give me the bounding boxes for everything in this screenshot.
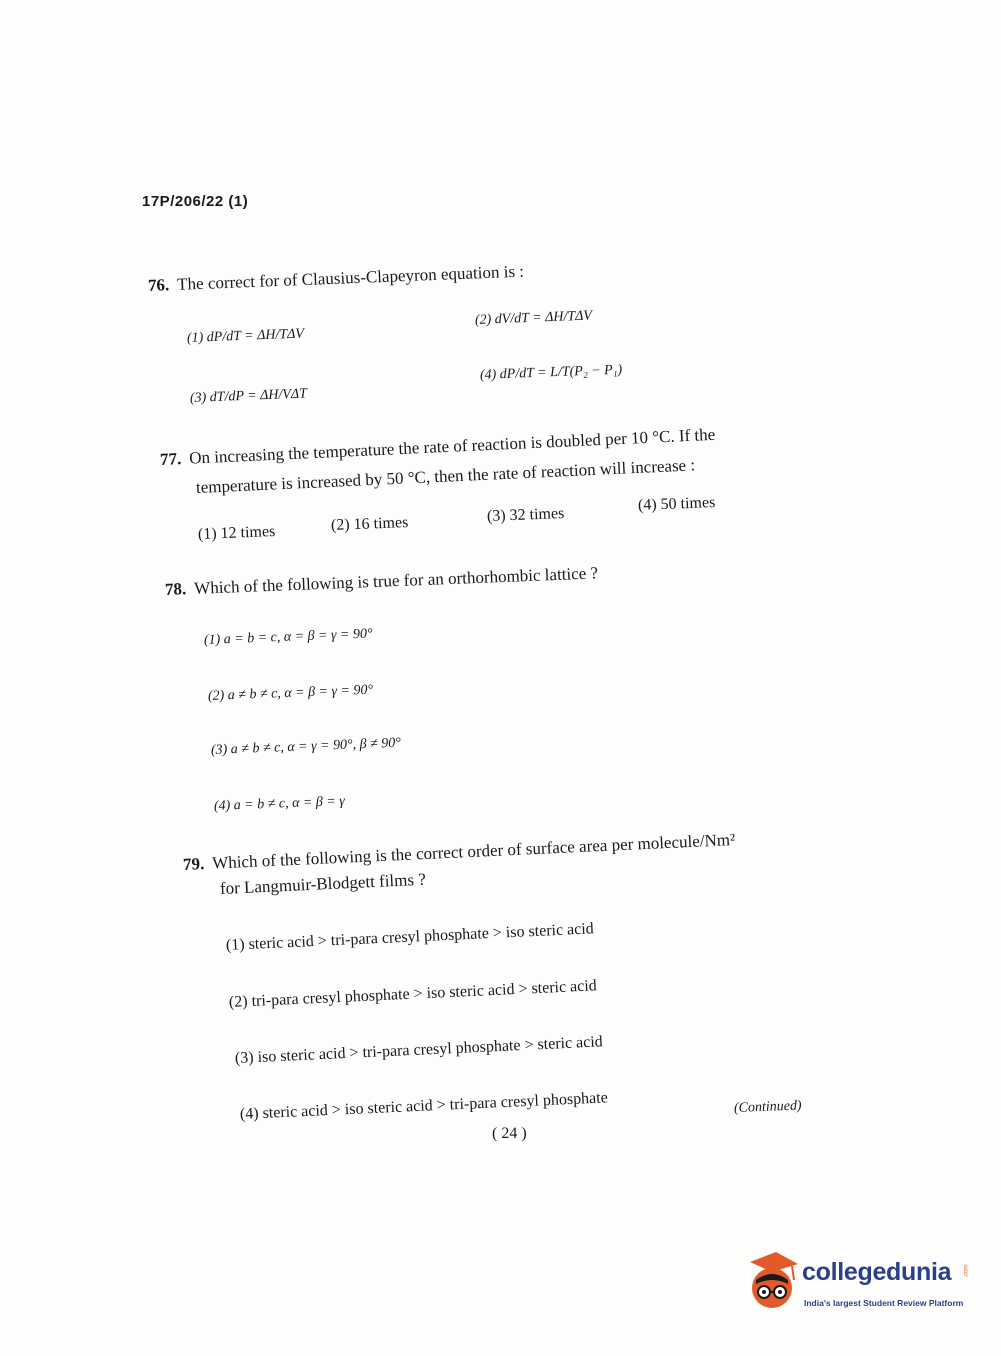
question-number: 79.: [182, 854, 205, 874]
option-78-1: (1) a = b = c, α = β = γ = 90°: [203, 626, 373, 648]
question-text: The correct for of Clausius-Clapeyron equation is :: [176, 261, 525, 294]
collegedunia-watermark: [742, 1250, 972, 1320]
option-77-1: (1) 12 times: [197, 523, 276, 543]
option-76-2: (2) dV/dT = ΔH/TΔV: [474, 308, 593, 328]
option-76-3: (3) dT/dP = ΔH/VΔT: [189, 386, 308, 406]
continued-label: (Continued): [733, 1098, 802, 1116]
option-77-2: (2) 16 times: [330, 514, 409, 534]
option-79-4: (4) steric acid > iso steric acid > tri-para cresyl phosphate: [239, 1089, 609, 1123]
question-77-line2: temperature is increased by 50 °C, then the rate of reaction will increase :: [195, 455, 696, 497]
option-79-3: (3) iso steric acid > tri-para cresyl phosphate > steric acid: [234, 1033, 604, 1067]
brand-domain: .com: [963, 1264, 970, 1278]
option-76-1: (1) dP/dT = ΔH/TΔV: [186, 326, 305, 346]
question-text: On increasing the temperature the rate of reaction is doubled per 10 °C. If the: [188, 424, 716, 468]
option-79-1: (1) steric acid > tri-para cresyl phosphate > iso steric acid: [225, 920, 595, 954]
option-77-4: (4) 50 times: [637, 494, 716, 514]
question-text: Which of the following is true for an orthorhombic lattice ?: [193, 563, 599, 598]
question-text: Which of the following is the correct order of surface area per molecule/Nm²: [211, 829, 736, 873]
option-76-4: (4) dP/dT = L/T(P₂ − P₁): [479, 362, 623, 383]
brand-tagline: India's largest Student Review Platform: [804, 1298, 964, 1308]
page-number: ( 24 ): [492, 1125, 527, 1142]
option-78-2: (2) a ≠ b ≠ c, α = β = γ = 90°: [207, 682, 374, 704]
question-79-line2: for Langmuir-Blodgett films ?: [219, 869, 427, 898]
option-78-3: (3) a ≠ b ≠ c, α = γ = 90°, β ≠ 90°: [210, 735, 402, 758]
question-number: 78.: [164, 579, 187, 599]
option-78-4: (4) a = b ≠ c, α = β = γ: [213, 793, 346, 814]
question-number: 76.: [147, 275, 170, 295]
paper-code: 17P/206/22 (1): [142, 193, 249, 210]
brand-name: collegedunia: [802, 1258, 952, 1286]
mascot-icon: [742, 1250, 802, 1314]
question-number: 77.: [159, 449, 182, 469]
option-77-3: (3) 32 times: [486, 505, 565, 525]
option-79-2: (2) tri-para cresyl phosphate > iso steric acid > steric acid: [228, 977, 598, 1011]
